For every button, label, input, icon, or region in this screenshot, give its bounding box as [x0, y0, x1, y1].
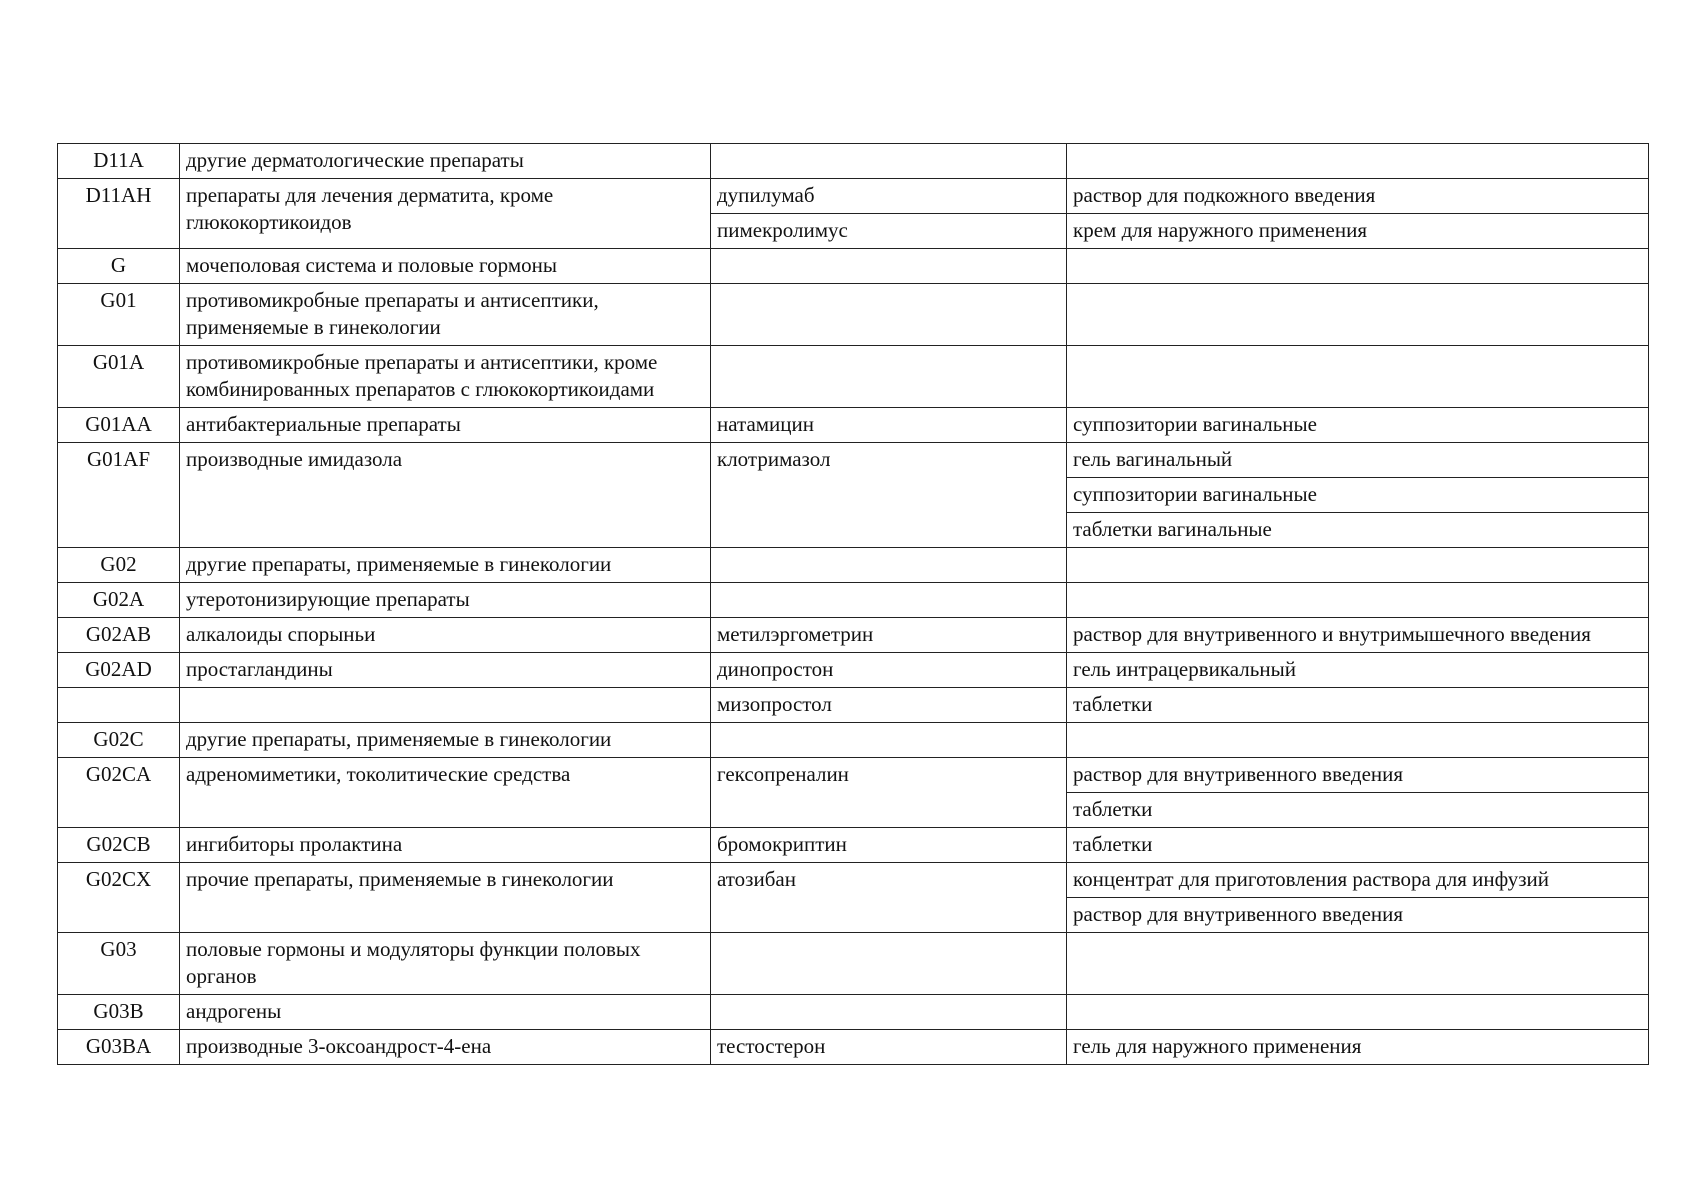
- dosage-form-cell: гель вагинальный: [1067, 443, 1649, 478]
- anatomical-therapeutic-group-cell: другие препараты, применяемые в гинекологии: [180, 723, 711, 758]
- anatomical-therapeutic-group-cell: мочеполовая система и половые гормоны: [180, 249, 711, 284]
- drug-name-cell: клотримазол: [711, 443, 1067, 548]
- atc-code-cell: D11A: [58, 144, 180, 179]
- dosage-form-cell: [1067, 249, 1649, 284]
- table-row: [58, 583, 1649, 618]
- anatomical-therapeutic-group-cell: половые гормоны и модуляторы функции половых органов: [180, 933, 711, 995]
- dosage-form-cell: [1067, 995, 1649, 1030]
- table-row: [58, 346, 1649, 408]
- table-row: [58, 1030, 1649, 1065]
- anatomical-therapeutic-group-cell: ингибиторы пролактина: [180, 828, 711, 863]
- table-row: [58, 863, 1649, 898]
- table-row: [58, 249, 1649, 284]
- atc-code-cell: G01AF: [58, 443, 180, 548]
- anatomical-therapeutic-group-cell: андрогены: [180, 995, 711, 1030]
- atc-code-cell: G02CA: [58, 758, 180, 828]
- drug-name-cell: дупилумаб: [711, 179, 1067, 214]
- anatomical-therapeutic-group-cell: препараты для лечения дерматита, кроме глюкокортикоидов: [180, 179, 711, 249]
- atc-code-cell: G01AA: [58, 408, 180, 443]
- drug-name-cell: атозибан: [711, 863, 1067, 933]
- dosage-form-cell: суппозитории вагинальные: [1067, 408, 1649, 443]
- drug-name-cell: пимекролимус: [711, 214, 1067, 249]
- anatomical-therapeutic-group-cell: [180, 688, 711, 723]
- anatomical-therapeutic-group-cell: другие дерматологические препараты: [180, 144, 711, 179]
- anatomical-therapeutic-group-cell: противомикробные препараты и антисептики, кроме комбинированных препаратов с глюкокортикоидами: [180, 346, 711, 408]
- atc-code-cell: G02CX: [58, 863, 180, 933]
- atc-code-cell: G: [58, 249, 180, 284]
- dosage-form-cell: таблетки: [1067, 688, 1649, 723]
- dosage-form-cell: раствор для внутривенного и внутримышечного введения: [1067, 618, 1649, 653]
- anatomical-therapeutic-group-cell: алкалоиды спорыньи: [180, 618, 711, 653]
- drug-name-cell: [711, 933, 1067, 995]
- atc-code-cell: G02A: [58, 583, 180, 618]
- table-row: [58, 688, 1649, 723]
- drug-name-cell: динопростон: [711, 653, 1067, 688]
- table-row: [58, 723, 1649, 758]
- dosage-form-cell: [1067, 933, 1649, 995]
- dosage-form-cell: [1067, 284, 1649, 346]
- dosage-form-cell: раствор для подкожного введения: [1067, 179, 1649, 214]
- atc-code-cell: G03BA: [58, 1030, 180, 1065]
- drug-name-cell: [711, 284, 1067, 346]
- drug-name-cell: [711, 583, 1067, 618]
- atc-code-cell: G02: [58, 548, 180, 583]
- atc-code-cell: [58, 688, 180, 723]
- drug-name-cell: [711, 723, 1067, 758]
- atc-drug-table: [57, 143, 1649, 1065]
- drug-name-cell: [711, 548, 1067, 583]
- table-body: [58, 144, 1649, 1065]
- atc-code-cell: G03B: [58, 995, 180, 1030]
- atc-code-cell: G02CB: [58, 828, 180, 863]
- dosage-form-cell: крем для наружного применения: [1067, 214, 1649, 249]
- table-row: [58, 618, 1649, 653]
- atc-code-cell: G01: [58, 284, 180, 346]
- atc-code-cell: G02AD: [58, 653, 180, 688]
- dosage-form-cell: гель интрацервикальный: [1067, 653, 1649, 688]
- table-row: [58, 408, 1649, 443]
- dosage-form-cell: [1067, 346, 1649, 408]
- anatomical-therapeutic-group-cell: адреномиметики, токолитические средства: [180, 758, 711, 828]
- dosage-form-cell: [1067, 144, 1649, 179]
- table-row: [58, 828, 1649, 863]
- atc-code-cell: G02AB: [58, 618, 180, 653]
- anatomical-therapeutic-group-cell: производные имидазола: [180, 443, 711, 548]
- table-row: [58, 653, 1649, 688]
- drug-name-cell: [711, 346, 1067, 408]
- drug-name-cell: бромокриптин: [711, 828, 1067, 863]
- table-row: [58, 284, 1649, 346]
- dosage-form-cell: концентрат для приготовления раствора для инфузий: [1067, 863, 1649, 898]
- dosage-form-cell: раствор для внутривенного введения: [1067, 758, 1649, 793]
- dosage-form-cell: [1067, 583, 1649, 618]
- drug-name-cell: [711, 249, 1067, 284]
- anatomical-therapeutic-group-cell: производные 3-оксоандрост-4-ена: [180, 1030, 711, 1065]
- table-row: [58, 548, 1649, 583]
- dosage-form-cell: [1067, 723, 1649, 758]
- drug-name-cell: метилэргометрин: [711, 618, 1067, 653]
- table-row: [58, 443, 1649, 478]
- dosage-form-cell: таблетки вагинальные: [1067, 513, 1649, 548]
- dosage-form-cell: суппозитории вагинальные: [1067, 478, 1649, 513]
- anatomical-therapeutic-group-cell: прочие препараты, применяемые в гинекологии: [180, 863, 711, 933]
- drug-name-cell: мизопростол: [711, 688, 1067, 723]
- drug-name-cell: [711, 144, 1067, 179]
- atc-code-cell: D11AH: [58, 179, 180, 249]
- table-row: [58, 144, 1649, 179]
- atc-code-cell: G03: [58, 933, 180, 995]
- table-row: [58, 758, 1649, 793]
- atc-code-cell: G02C: [58, 723, 180, 758]
- anatomical-therapeutic-group-cell: другие препараты, применяемые в гинекологии: [180, 548, 711, 583]
- atc-code-cell: G01A: [58, 346, 180, 408]
- table-row: [58, 179, 1649, 214]
- dosage-form-cell: раствор для внутривенного введения: [1067, 898, 1649, 933]
- drug-name-cell: [711, 995, 1067, 1030]
- dosage-form-cell: таблетки: [1067, 793, 1649, 828]
- document-page: [57, 143, 1649, 1065]
- table-row: [58, 933, 1649, 995]
- drug-name-cell: гексопреналин: [711, 758, 1067, 828]
- anatomical-therapeutic-group-cell: утеротонизирующие препараты: [180, 583, 711, 618]
- dosage-form-cell: [1067, 548, 1649, 583]
- table-row: [58, 995, 1649, 1030]
- dosage-form-cell: гель для наружного применения: [1067, 1030, 1649, 1065]
- anatomical-therapeutic-group-cell: противомикробные препараты и антисептики, применяемые в гинекологии: [180, 284, 711, 346]
- drug-name-cell: тестостерон: [711, 1030, 1067, 1065]
- dosage-form-cell: таблетки: [1067, 828, 1649, 863]
- anatomical-therapeutic-group-cell: антибактериальные препараты: [180, 408, 711, 443]
- anatomical-therapeutic-group-cell: простагландины: [180, 653, 711, 688]
- drug-name-cell: натамицин: [711, 408, 1067, 443]
